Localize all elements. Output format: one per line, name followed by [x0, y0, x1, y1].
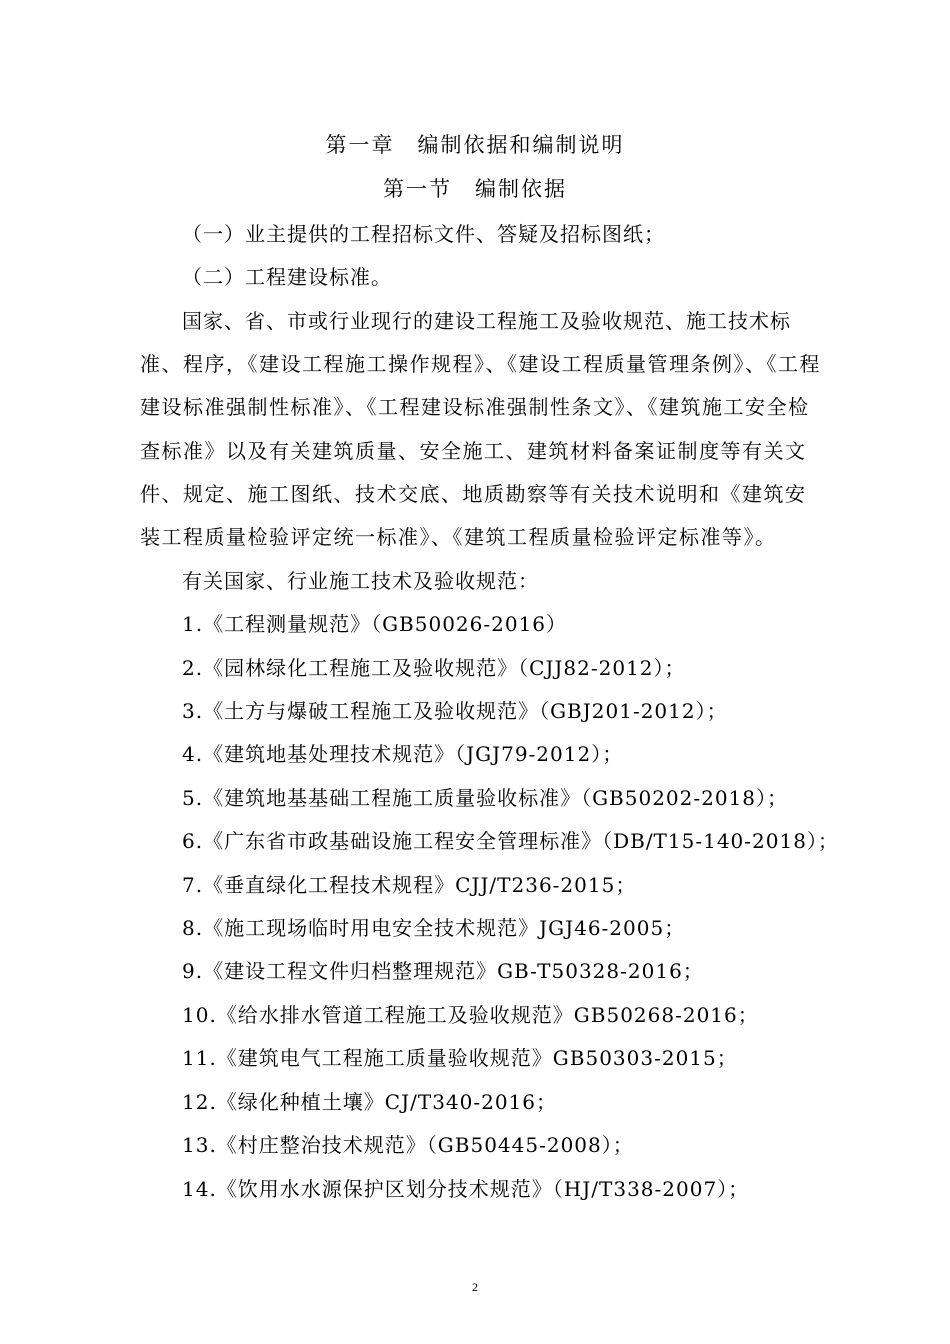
basis-item-2: （二）工程建设标准。 [182, 265, 392, 289]
paragraph-line: 国家、省、市或行业现行的建设工程施工及验收规范、施工技术标 [182, 309, 791, 333]
norm-item: 1.《工程测量规范》（GB50026-2016） [182, 612, 568, 636]
norm-item: 11.《建筑电气工程施工质量验收规范》GB50303-2015； [182, 1046, 738, 1070]
norm-item: 12.《绿化种植土壤》CJ/T340-2016； [182, 1090, 558, 1114]
chapter-title: 第一章 编制依据和编制说明 [325, 133, 625, 157]
page-number: 2 [472, 1280, 478, 1294]
paragraph-line: 建设标准强制性标准》、《工程建设标准强制性条文》、《建筑施工安全检 [140, 395, 810, 419]
norms-intro: 有关国家、行业施工技术及验收规范： [182, 569, 539, 593]
paragraph-line: 装工程质量检验评定统一标准》、《建筑工程质量检验评定标准等》。 [140, 525, 777, 549]
norm-item: 13.《村庄整治技术规范》（GB50445-2008）； [182, 1133, 634, 1157]
norm-item: 6.《广东省市政基础设施工程安全管理标准》（DB/T15-140-2018）； [182, 829, 839, 853]
basis-item-1: （一）业主提供的工程招标文件、答疑及招标图纸； [182, 222, 665, 246]
norm-item: 4.《建筑地基处理技术规范》（JGJ79-2012）； [182, 742, 624, 766]
norm-item: 14.《饮用水水源保护区划分技术规范》（HJ/T338-2007）； [182, 1177, 750, 1201]
norm-item: 5.《建筑地基基础工程施工质量验收标准》（GB50202-2018）； [182, 786, 789, 810]
section-title: 第一节 编制依据 [383, 177, 567, 201]
norm-item: 3.《土方与爆破工程施工及验收规范》（GBJ201-2012）； [182, 699, 728, 723]
paragraph-line: 准、程序，《建设工程施工操作规程》、《建设工程质量管理条例》、《工程 [140, 352, 821, 376]
norm-item: 10.《给水排水管道工程施工及验收规范》GB50268-2016； [182, 1003, 759, 1027]
norm-item: 8.《施工现场临时用电安全技术规范》JGJ46-2005； [182, 916, 686, 940]
paragraph-line: 查标准》以及有关建筑质量、安全施工、建筑材料备案证制度等有关文 [140, 439, 807, 463]
norm-item: 9.《建设工程文件归档整理规范》GB-T50328-2016； [182, 959, 704, 983]
paragraph-line: 件、规定、施工图纸、技术交底、地质勘察等有关技术说明和《建筑安 [140, 482, 807, 506]
norm-item: 2.《园林绿化工程施工及验收规范》（CJJ82-2012）； [182, 656, 686, 680]
norm-item: 7.《垂直绿化工程技术规程》CJJ/T236-2015； [182, 873, 637, 897]
